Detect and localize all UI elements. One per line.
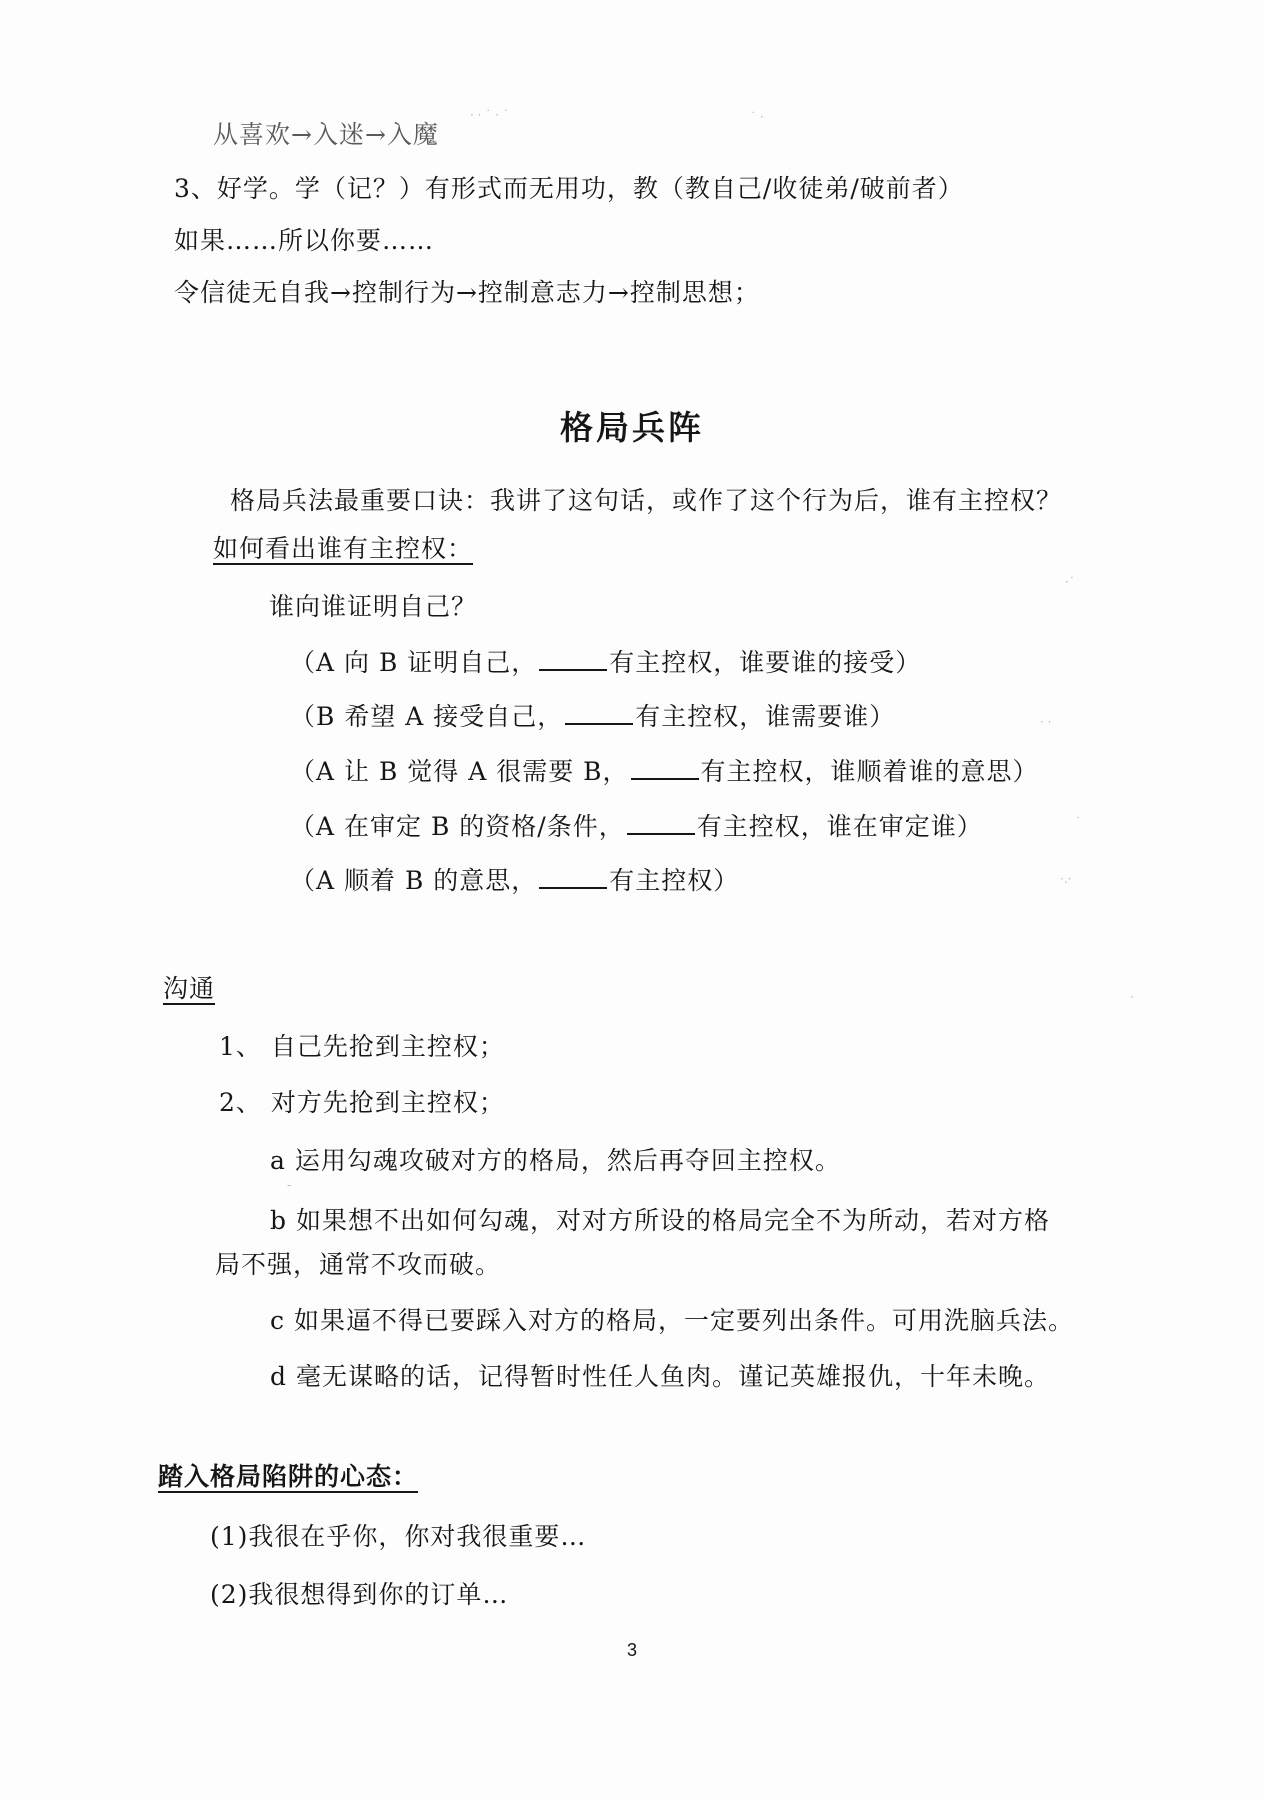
case-text: （A 在审定 B 的资格/条件， — [290, 812, 625, 841]
text-line-study: 3、好学。学（记？）有形式而无用功，教（教自己/收徒弟/破前者） — [174, 174, 964, 203]
trap-heading: 踏入格局陷阱的心态： — [158, 1462, 419, 1491]
section-title: 格局兵阵 — [560, 408, 704, 447]
page-number: 3 — [626, 1640, 637, 1660]
case-line — [290, 755, 1039, 789]
intro-line: 格局兵法最重要口诀：我讲了这句话，或作了这个行为后，谁有主控权？ — [230, 486, 1063, 515]
case-text: （A 让 B 觉得 A 很需要 B， — [290, 757, 629, 786]
comm-item-1: 1、 自己先抢到主控权； — [219, 1032, 505, 1061]
answer-blank — [631, 756, 699, 780]
comm-heading: 沟通 — [163, 974, 216, 1003]
scan-noise: ˙ — [1075, 815, 1081, 829]
case-text: 有主控权，谁要谁的接受） — [609, 648, 922, 677]
scan-noise: ·.· — [1060, 872, 1072, 886]
scan-noise: · · ˙ · ˙ — [470, 108, 509, 122]
case-text: 有主控权，谁在审定谁） — [696, 812, 983, 841]
comm-point-b-line2: 局不强，通常不攻而破。 — [215, 1250, 502, 1279]
case-text: （A 向 B 证明自己， — [290, 648, 538, 677]
text-line-if-then: 如果……所以你要…… — [174, 226, 435, 255]
comm-point-d: d 毫无谋略的话，记得暂时性任人鱼肉。谨记英雄报仇，十年未晚。 — [270, 1362, 1050, 1391]
answer-blank — [539, 647, 607, 671]
case-line — [290, 700, 895, 734]
case-text: （B 希望 A 接受自己， — [290, 702, 564, 731]
how-heading: 如何看出谁有主控权： — [213, 534, 474, 563]
answer-blank — [627, 811, 695, 835]
comm-point-c: c 如果逼不得已要踩入对方的格局，一定要列出条件。可用洗脑兵法。 — [270, 1306, 1074, 1335]
trap-item-1: (1)我很在乎你，你对我很重要… — [210, 1522, 587, 1551]
case-line — [290, 810, 983, 844]
scan-noise: - — [287, 1178, 292, 1192]
comm-point-b-line1: b 如果想不出如何勾魂，对对方所设的格局完全不为所动，若对方格 — [270, 1206, 1050, 1235]
case-text: 有主控权，谁需要谁） — [635, 702, 896, 731]
text-line-control-chain: 令信徒无自我→控制行为→控制意志力→控制思想； — [174, 278, 760, 307]
scan-noise: · · — [1040, 715, 1052, 729]
comm-item-2: 2、 对方先抢到主控权； — [219, 1088, 505, 1117]
answer-blank — [565, 701, 633, 725]
case-text: （A 顺着 B 的意思， — [290, 866, 538, 895]
scan-noise: ˙ · — [750, 110, 764, 124]
who-proves-line: 谁向谁证明自己？ — [269, 592, 478, 621]
case-text: 有主控权） — [609, 866, 740, 895]
case-line — [290, 646, 921, 680]
trap-item-2: (2)我很想得到你的订单… — [210, 1580, 509, 1609]
case-text: 有主控权，谁顺着谁的意思） — [700, 757, 1039, 786]
scan-noise: ·˙ — [1065, 575, 1075, 589]
case-line — [290, 864, 739, 898]
text-line-like-to-obsession: 从喜欢→入迷→入魔 — [213, 120, 439, 149]
scan-noise: · — [1130, 990, 1134, 1004]
answer-blank — [539, 865, 607, 889]
comm-point-a: a 运用勾魂攻破对方的格局，然后再夺回主控权。 — [270, 1146, 841, 1175]
